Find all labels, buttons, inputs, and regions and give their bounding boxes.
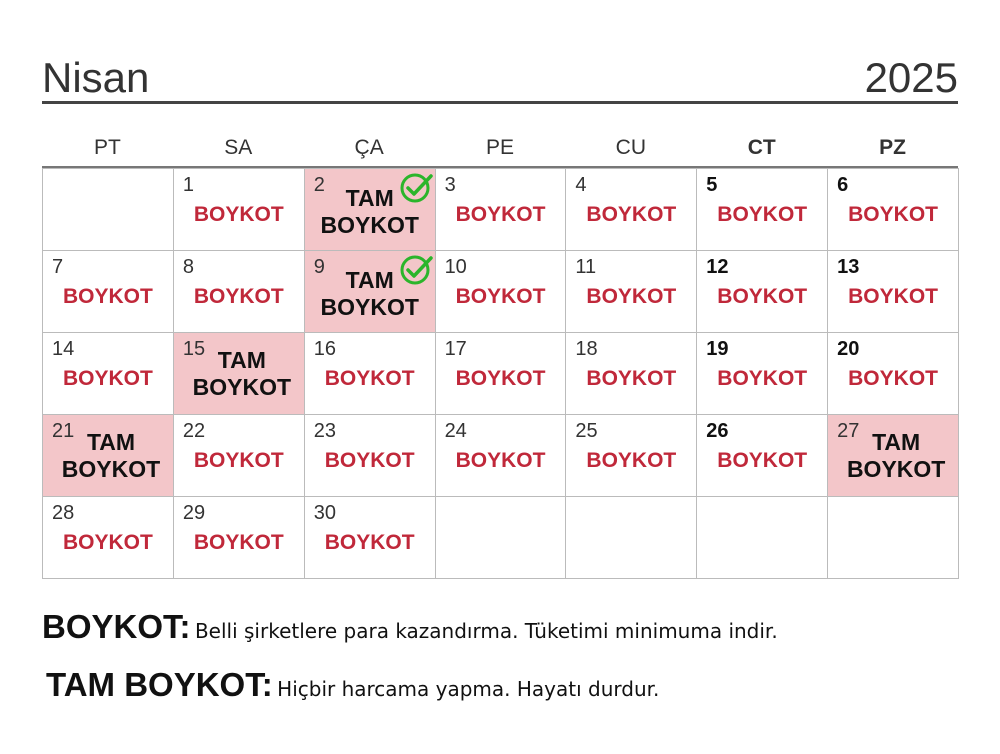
day-number: 27 [837, 420, 860, 442]
day-cell [435, 168, 567, 251]
tam-boykot-label: TAM BOYKOT [320, 185, 419, 238]
day-cell [565, 332, 697, 415]
day-cell [696, 414, 828, 497]
weekday-header: PE [485, 136, 514, 159]
legend-tam-boykot [46, 666, 659, 704]
boykot-label: BOYKOT [193, 449, 284, 472]
day-number: 28 [52, 502, 75, 524]
day-cell [827, 332, 959, 415]
boykot-label: BOYKOT [586, 285, 677, 308]
boykot-label: BOYKOT [848, 367, 938, 390]
day-number: 21 [52, 420, 75, 442]
legend-boykot-desc: Belli şirketlere para kazandırma. Tüketimi minimuma indir. [194, 619, 778, 643]
boykot-label: BOYKOT [324, 531, 415, 554]
day-number: 22 [182, 420, 206, 442]
day-number: 8 [182, 256, 194, 278]
day-cell [565, 250, 697, 333]
tam-boykot-label: TAM BOYKOT [320, 267, 419, 320]
weekday-header: PZ [879, 136, 906, 159]
check-circle-icon [399, 171, 433, 205]
day-cell [435, 250, 567, 333]
year-title: 2025 [864, 54, 958, 101]
boykot-label: BOYKOT [717, 285, 808, 308]
day-cell [173, 496, 305, 579]
boykot-label: BOYKOT [193, 285, 284, 308]
day-cell [565, 414, 697, 497]
day-number: 12 [706, 256, 729, 278]
boykot-label: BOYKOT [717, 203, 808, 226]
boykot-label: BOYKOT [586, 449, 677, 472]
weekday-header: CU [615, 136, 647, 159]
boykot-label: BOYKOT [455, 285, 546, 308]
day-cell [696, 250, 828, 333]
day-cell [42, 414, 174, 497]
weekday-header: SA [224, 136, 253, 159]
empty-day-cell [565, 496, 697, 579]
tam-boykot-label: TAM BOYKOT [846, 429, 946, 482]
day-number: 30 [313, 502, 336, 524]
calendar-grid [42, 166, 958, 576]
day-cell [827, 168, 959, 251]
weekday-header: CT [747, 136, 776, 159]
empty-day-cell [435, 496, 567, 579]
day-cell [304, 250, 436, 333]
day-cell [827, 250, 959, 333]
empty-day-cell [827, 496, 959, 579]
day-number: 19 [706, 338, 729, 360]
tam-boykot-label: TAM BOYKOT [192, 347, 292, 400]
day-number: 18 [575, 338, 598, 360]
day-cell [304, 332, 436, 415]
boykot-label: BOYKOT [63, 367, 153, 390]
day-cell [173, 414, 305, 497]
empty-day-cell [696, 496, 828, 579]
boykot-label: BOYKOT [455, 449, 546, 472]
day-number: 24 [444, 420, 467, 442]
boykot-label: BOYKOT [586, 203, 677, 226]
boykot-label: BOYKOT [586, 367, 677, 390]
boykot-label: BOYKOT [455, 203, 546, 226]
boykot-label: BOYKOT [717, 449, 808, 472]
day-cell [304, 496, 436, 579]
day-cell [565, 168, 697, 251]
weekday-header: PT [94, 136, 121, 159]
boykot-label: BOYKOT [848, 203, 938, 226]
boykot-label: BOYKOT [193, 531, 284, 554]
day-number: 2 [313, 174, 325, 196]
day-cell [173, 168, 305, 251]
day-cell [304, 414, 436, 497]
boykot-label: BOYKOT [63, 285, 153, 308]
day-cell [173, 332, 305, 415]
day-number: 25 [575, 420, 598, 442]
day-number: 1 [182, 174, 194, 196]
day-number: 13 [837, 256, 860, 278]
weekday-header: ÇA [354, 136, 384, 159]
day-number: 23 [313, 420, 336, 442]
legend-boykot [42, 608, 778, 646]
day-number: 26 [706, 420, 729, 442]
legend-boykot-term: BOYKOT: [42, 608, 191, 645]
day-cell [42, 250, 174, 333]
day-number: 29 [182, 502, 206, 524]
empty-day-cell [42, 168, 174, 251]
boykot-label: BOYKOT [455, 367, 546, 390]
day-cell [435, 332, 567, 415]
day-cell [827, 414, 959, 497]
day-number: 14 [52, 338, 75, 360]
day-cell [435, 414, 567, 497]
boykot-label: BOYKOT [717, 367, 808, 390]
boykot-label: BOYKOT [324, 449, 415, 472]
day-number: 9 [313, 256, 325, 278]
day-number: 17 [444, 338, 467, 360]
day-number: 11 [575, 256, 597, 278]
day-cell [304, 168, 436, 251]
month-title: Nisan [42, 54, 150, 101]
boykot-label: BOYKOT [324, 367, 415, 390]
day-cell [42, 496, 174, 579]
boykot-label: BOYKOT [193, 203, 284, 226]
check-circle-icon [399, 253, 433, 287]
boykot-label: BOYKOT [848, 285, 938, 308]
calendar-header [42, 52, 958, 104]
day-number: 6 [837, 174, 849, 196]
day-number: 10 [444, 256, 467, 278]
day-number: 4 [575, 174, 587, 196]
day-number: 15 [182, 338, 206, 360]
day-number: 3 [444, 174, 456, 196]
boykot-label: BOYKOT [63, 531, 153, 554]
tam-boykot-label: TAM BOYKOT [61, 429, 161, 482]
day-number: 7 [52, 256, 64, 278]
legend-tam-term: TAM BOYKOT: [46, 666, 273, 703]
day-cell [42, 332, 174, 415]
day-number: 16 [313, 338, 336, 360]
day-cell [696, 168, 828, 251]
legend-tam-desc: Hiçbir harcama yapma. Hayatı durdur. [277, 677, 660, 701]
day-number: 5 [706, 174, 718, 196]
day-number: 20 [837, 338, 860, 360]
day-cell [696, 332, 828, 415]
day-cell [173, 250, 305, 333]
